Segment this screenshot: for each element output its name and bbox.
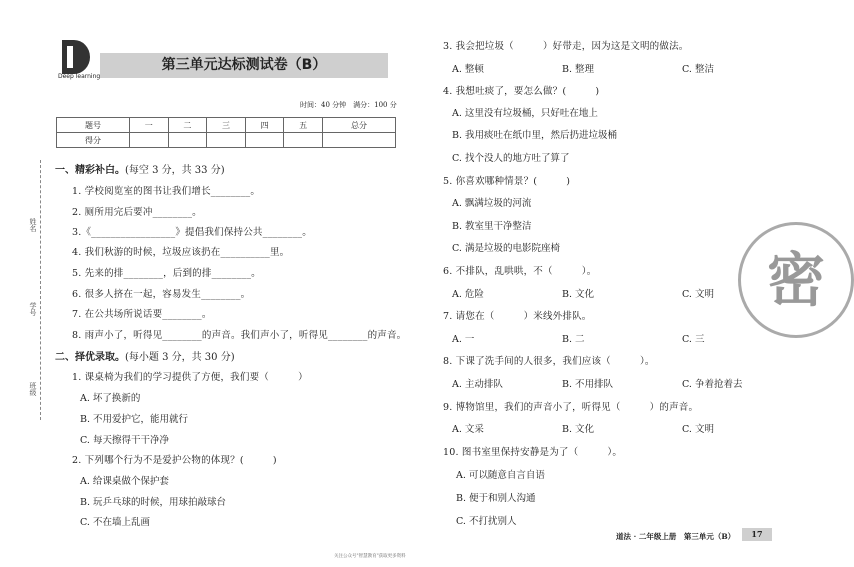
option[interactable]: C. 不在墙上乱画 bbox=[80, 517, 150, 528]
score-cell: 五 bbox=[284, 118, 323, 133]
fill-item: 5. 先来的排________，后到的排________。 bbox=[72, 268, 261, 279]
score-table bbox=[56, 117, 396, 148]
option[interactable]: B. 文化 bbox=[562, 289, 595, 300]
question-stem: 10. 图书室里保持安静是为了（ ）。 bbox=[443, 447, 623, 458]
option[interactable]: A. 坏了换新的 bbox=[80, 393, 141, 404]
score-cell: 总分 bbox=[322, 118, 395, 133]
option[interactable]: B. 便于和别人沟通 bbox=[456, 493, 536, 504]
score-cell[interactable] bbox=[245, 133, 284, 148]
binding-name-label: 姓名 bbox=[29, 218, 37, 232]
option[interactable]: A. 这里没有垃圾桶，只好吐在地上 bbox=[452, 108, 598, 119]
option[interactable]: B. 整理 bbox=[562, 64, 595, 75]
score-header-row bbox=[57, 118, 396, 133]
option[interactable]: C. 文明 bbox=[682, 289, 714, 300]
option[interactable]: B. 不用爱护它，能用就行 bbox=[80, 414, 189, 425]
option[interactable]: C. 满是垃圾的电影院座椅 bbox=[452, 243, 560, 254]
logo bbox=[60, 40, 90, 74]
option[interactable]: C. 不打扰别人 bbox=[456, 516, 517, 527]
score-cell[interactable] bbox=[168, 133, 207, 148]
page-title: 第三单元达标测试卷（B） bbox=[161, 57, 327, 73]
fill-item: 1. 学校阅览室的图书让我们增长________。 bbox=[72, 186, 261, 197]
score-cell: 三 bbox=[207, 118, 246, 133]
option[interactable]: B. 玩乒乓球的时候，用球拍敲球台 bbox=[80, 497, 227, 508]
section1-note: (每空 3 分，共 33 分) bbox=[125, 165, 225, 176]
question-stem: 8. 下课了洗手间的人很多，我们应该（ ）。 bbox=[443, 356, 655, 367]
option[interactable]: A. 文采 bbox=[452, 424, 484, 435]
option[interactable]: C. 文明 bbox=[682, 424, 714, 435]
section1-heading bbox=[55, 161, 225, 176]
footer-note: 关注公众号"智慧教育"获取更多资料 bbox=[334, 554, 406, 559]
fill-item: 6. 很多人挤在一起，容易发生________。 bbox=[72, 289, 251, 300]
section2-title: 二、择优录取。 bbox=[55, 352, 125, 363]
section2-note: (每小题 3 分，共 30 分) bbox=[125, 352, 235, 363]
option[interactable]: B. 教室里干净整洁 bbox=[452, 221, 532, 232]
option[interactable]: C. 每天擦得干干净净 bbox=[80, 435, 169, 446]
footer-subject: 道法 · 二年级上册 第三单元（B） bbox=[616, 532, 736, 541]
option[interactable]: A. 整顿 bbox=[452, 64, 484, 75]
option[interactable]: B. 不用排队 bbox=[562, 379, 614, 390]
option[interactable]: A. 一 bbox=[452, 334, 475, 345]
question-stem: 6. 不排队，乱哄哄，不（ ）。 bbox=[443, 266, 597, 277]
question-stem: 9. 博物馆里，我们的声音小了，听得见（ ）的声音。 bbox=[443, 402, 699, 413]
score-cell[interactable] bbox=[129, 133, 168, 148]
option[interactable]: A. 可以随意自言自语 bbox=[456, 470, 545, 481]
option[interactable]: A. 给课桌做个保护套 bbox=[80, 476, 169, 487]
brand-text: Deep learning bbox=[58, 73, 101, 80]
question-stem: 1. 课桌椅为我们的学习提供了方便，我们要（ ） bbox=[72, 372, 308, 383]
option[interactable]: C. 整洁 bbox=[682, 64, 714, 75]
score-cell[interactable] bbox=[322, 133, 395, 148]
fill-item: 8. 雨声小了，听得见________的声音。我们声小了，听得见________的声音。 bbox=[72, 330, 407, 341]
fill-item: 2. 厕所用完后要冲________。 bbox=[72, 207, 202, 218]
score-cell: 四 bbox=[245, 118, 284, 133]
time-info: 时间：40 分钟 满分：100 分 bbox=[300, 101, 397, 109]
question-stem: 2. 下列哪个行为不是爱护公物的体现？( ) bbox=[72, 455, 277, 466]
question-stem: 4. 我想吐痰了，要怎么做？( ) bbox=[443, 86, 600, 97]
score-cell[interactable] bbox=[207, 133, 246, 148]
section2-heading bbox=[55, 348, 235, 363]
option[interactable]: C. 争着抢着去 bbox=[682, 379, 743, 390]
score-cell: 一 bbox=[129, 118, 168, 133]
fill-item: 3.《_________________》提倡我们保持公共________。 bbox=[72, 227, 312, 238]
score-value-row bbox=[57, 133, 396, 148]
option[interactable]: B. 我用痰吐在纸巾里，然后扔进垃圾桶 bbox=[452, 130, 618, 141]
fill-item: 7. 在公共场所说话要________。 bbox=[72, 309, 212, 320]
binding-class-label: 班级 bbox=[29, 382, 37, 396]
option[interactable]: A. 主动排队 bbox=[452, 379, 503, 390]
score-cell[interactable] bbox=[284, 133, 323, 148]
score-cell: 得分 bbox=[57, 133, 130, 148]
option[interactable]: A. 飘满垃圾的河流 bbox=[452, 198, 532, 209]
option[interactable]: B. 二 bbox=[562, 334, 585, 345]
question-stem: 5. 你喜欢哪种情景？( ) bbox=[443, 176, 571, 187]
option[interactable]: B. 文化 bbox=[562, 424, 595, 435]
fill-item: 4. 我们秋游的时候，垃圾应该扔在__________里。 bbox=[72, 247, 290, 258]
confidential-stamp: 密 bbox=[738, 222, 854, 338]
score-cell: 二 bbox=[168, 118, 207, 133]
option[interactable]: C. 找个没人的地方吐了算了 bbox=[452, 153, 570, 164]
question-stem: 7. 请您在（ ）米线外排队。 bbox=[443, 311, 592, 322]
binding-line bbox=[40, 160, 42, 420]
binding-id-label: 学号 bbox=[29, 302, 37, 316]
section1-title: 一、精彩补白。 bbox=[55, 165, 125, 176]
option[interactable]: C. 三 bbox=[682, 334, 705, 345]
page-number: 17 bbox=[742, 528, 772, 541]
question-stem: 3. 我会把垃圾（ ）好带走，因为这是文明的做法。 bbox=[443, 41, 689, 52]
option[interactable]: A. 危险 bbox=[452, 289, 484, 300]
score-cell: 题号 bbox=[57, 118, 130, 133]
